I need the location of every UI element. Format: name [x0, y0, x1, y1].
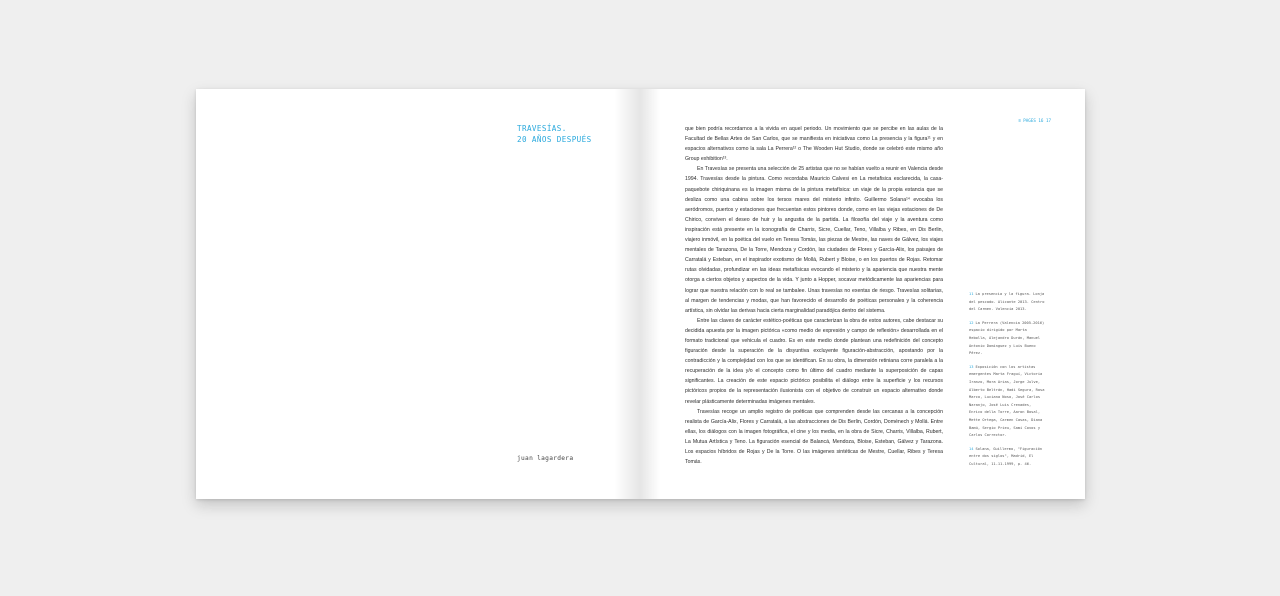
left-page	[196, 89, 640, 499]
chapter-title-line: TRAVESÍAS.	[517, 124, 567, 133]
footnote-text: La presencia y la figura. Lonja del pescado. Alicante 2013. Centro del Carmen. Valencia 2013.	[969, 292, 1045, 312]
footnote	[969, 364, 1045, 440]
footnote	[969, 320, 1045, 358]
body-paragraph: Travesías recoge un amplio registro de poéticas que comprenden desde las cercanas a la concepción realista de García-Alix, Flores y Carratalá, a las abstracciones de Dis Berlin, Cordón, Doménech y Mollá. Entre ellas, los diálogos con la imagen fotográfica, el cine y los media, en la obra de Sicre, Charris, Villalba, Rubert, La Mutua Artística y Teno. La figuración esencial de Balancá, Mendoza, Bloise, Esteban, Gálvez y Tarazona. Los espacios híbridos de Rojas y De la Torre. O las imágenes sintéticas de Mestre, Cuellar, Ribes y Teresa Tomás.	[685, 408, 943, 466]
footnote	[969, 291, 1045, 314]
body-paragraph: En Travesías se presenta una selección de 25 artistas que no se habían vuelto a reunir en Valencia desde 1994. Travesías desde la pintura. Como recordaba Mauricio Calvesi en La metafisica esclarecida, la casa-paquebote chiriquinana es la imagen misma de la pintura metafísica: un viaje de la propia estancia que se desliza como una cabina sobre los tersos mares del misterio infinito. Guillermo Solana¹⁴ evocaba los aeródromos, puertos y estaciones que frecuentan estos pintores donde, como en las viejas estaciones de De Chirico, conviven el deseo de huir y la angustia de la partida. La filosofía del viaje y la aventura como inspiración está presente en la iconografía de Charris, Sicre, Cuellar, Teno, Villalba y Ribes, en Dis Berlin, viajero inmóvil, en la poética del vuelo en Teresa Tomás, las piezas de Mestre, las naves de Gálvez, los viajes mentales de Tarazona, De la Torre, Mendoza y Cordón, las ciudades de Flores y García-Alix, los paisajes de Carratalá y Esteban, en el inspirador exotismo de Mollá, Rubert y Bloise, o en los puertos de Rojas. Retomar rutas olvidadas, profundizar en las ideas metafísicas evocando el misterio y la apariencia que nuestra mente otorga a ciertos objetos y aspectos de la vida. Y junto a Hopper, socavar metódicamente las apariencias para lograr que nuestra relación con lo real se tambalee. Unas travesías no exentas de riesgo. Travesías solitarias, al margen de tendencias y modas, que han favorecido el desarrollo de poéticas personales y la coherencia artística, sin olvidar las derivas hacia cierta marginalidad paradójica dentro del sistema.	[685, 166, 943, 314]
right-page	[640, 89, 1085, 499]
footnote-text: Solana, Guillermo, "Figuración entre dos siglos", Madrid, El Cultural, 11-11-1999, p. 46.	[969, 446, 1043, 466]
author-name: juan lagardera	[517, 455, 574, 462]
footnote-number: 11	[969, 292, 974, 296]
body-paragraph: que bien podría recordarnos a la vivida en aquel periodo. Un movimiento que se percibe en las aulas de la Facultad de Bellas Artes de San Carlos, que se manifiesta en iniciativas como La presencia y la figura¹¹ y en espacios alternativos como la sala La Perrera¹² o The Wooden Hut Studio, donde se celebró este mismo año Group exhibition¹³.	[685, 126, 943, 163]
footnotes	[969, 291, 1045, 474]
footnote-text: Exposición con los artistas emergentes Marta Fraguí, Victoria Iranzo, Mora Arias, Jorge Julve, Alberto Beltrán, Hadi Segura, Rosa Marco, Luciana Noso, José Carlos Naranjo, José Luis Crenades, Enrico della Torre, Aaron Bosal, Mette Ortega, Carmen Casas, Diana Bamú, Sergio Prieu, Sami Covos y Carlos Corrector.	[969, 364, 1045, 438]
chapter-title-line: 20 AÑOS DESPUÉS	[517, 135, 592, 144]
gutter-shadow	[614, 89, 640, 499]
footnote-number: 14	[969, 446, 974, 451]
chapter-title	[517, 123, 592, 145]
footnote-text: La Perrera (Valencia 2005-2016) espacio dirigido por Marta Hebolla, Alejandro Durán, Manuel Antonio Domínguez y Luis Bueno Pérez.	[969, 320, 1045, 356]
footnote-number: 12	[969, 320, 974, 325]
footnote	[969, 446, 1045, 469]
running-head: ≡ PAGES 16 17	[1018, 118, 1051, 123]
gutter-shadow	[640, 89, 660, 499]
body-paragraph: Entre las claves de carácter estético-poéticas que caracterizan la obra de estos autores, cabe destacar su decidida apuesta por la imagen pictórica «como medio de expresión y campo de reflexión» desarrollada en el formato tradicional que vehicula el cuadro. Es en este medio donde plantean una redefinición del concepto figuración desde la superación de la disyuntiva excluyente figuración-abstracción, apostando por la contradicción y la complejidad con los que se identifican. En su obra, la dimensión retiniana corre paralela a la recuperación de la idea y/o el concepto como fin último del cuadro mediante la superposición de capas significantes. La creación de este espacio pictórico posibilita el diálogo entre la superficie y los recursos pictóricos propios de la representación ilusionista con el objetivo de construir un espacio alternativo donde revelar plásticamente determinadas imágenes mentales.	[685, 317, 943, 405]
body-text	[685, 124, 943, 467]
book-spread	[196, 89, 1085, 499]
footnote-number: 13	[969, 364, 974, 369]
